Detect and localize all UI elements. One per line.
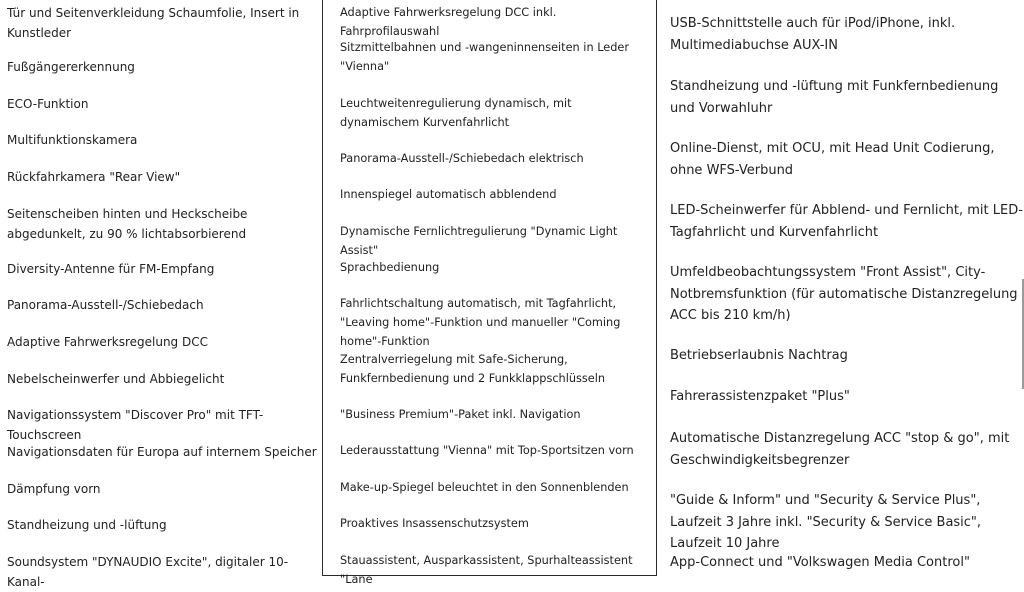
list-item: Fahrlichtschaltung automatisch, mit Tagfahrlicht, "Leaving home"-Funktion und manueller "Coming home"-Funktion [340, 297, 621, 348]
list-item: Rückfahrkamera "Rear View" [7, 170, 181, 184]
list-item: Proaktives Insassenschutzsystem [340, 517, 529, 530]
list-item: Panorama-Ausstell-/Schiebedach [7, 298, 204, 312]
equipment-list-left [0, 0, 320, 589]
list-item: Stauassistent, Ausparkassistent, Spurhalteassistent "Lane [340, 554, 633, 586]
list-item: Betriebserlaubnis Nachtrag [670, 348, 848, 363]
list-item: Automatische Distanzregelung ACC "stop & go", mit Geschwindigkeitsbegrenzer [670, 431, 1010, 468]
list-item: Make-up-Spiegel beleuchtet in den Sonnenblenden [340, 481, 629, 494]
equipment-list-middle [322, 0, 657, 586]
list-item: Tür und Seitenverkleidung Schaumfolie, Insert in Kunstleder [7, 6, 300, 40]
list-item: Dämpfung vorn [7, 482, 101, 496]
list-item: Sprachbedienung [340, 261, 440, 274]
list-item: Standheizung und -lüftung [7, 518, 167, 532]
list-item: App-Connect und "Volkswagen Media Control" [670, 555, 970, 570]
equipment-list-right [660, 0, 1024, 576]
list-item: Adaptive Fahrwerksregelung DCC inkl. Fahrprofilauswahl [340, 6, 557, 38]
list-item: Nebelscheinwerfer und Abbiegelicht [7, 372, 225, 386]
list-item: Leuchtweitenregulierung dynamisch, mit dynamischem Kurvenfahrlicht [340, 97, 572, 129]
list-item: "Business Premium"-Paket inkl. Navigation [340, 408, 581, 421]
list-item: Fußgängererkennung [7, 60, 135, 74]
list-item: Soundsystem "DYNAUDIO Excite", digitaler 10-Kanal- [7, 555, 289, 589]
list-item: Dynamische Fernlichtregulierung "Dynamic Light Assist" [340, 225, 618, 257]
list-item: LED-Scheinwerfer für Abblend- und Fernlicht, mit LED-Tagfahrlicht und Kurvenfahrlicht [670, 203, 1023, 240]
list-item: Multifunktionskamera [7, 133, 138, 147]
list-item: Adaptive Fahrwerksregelung DCC [7, 335, 208, 349]
list-item: Umfeldbeobachtungssystem "Front Assist", City-Notbremsfunktion (für automatische Distanzregelung ACC bis 210 km/h) [670, 265, 1018, 323]
list-item: Innenspiegel automatisch abblendend [340, 188, 557, 201]
list-item: Navigationssystem "Discover Pro" mit TFT-Touchscreen [7, 408, 264, 442]
list-item: Fahrerassistenzpaket "Plus" [670, 389, 850, 404]
list-item: Navigationsdaten für Europa auf internem Speicher [7, 445, 317, 459]
list-item: Lederausstattung "Vienna" mit Top-Sportsitzen vorn [340, 444, 634, 457]
list-item: Diversity-Antenne für FM-Empfang [7, 262, 215, 276]
list-item: Panorama-Ausstell-/Schiebedach elektrisch [340, 152, 584, 165]
list-item: Seitenscheiben hinten und Heckscheibe abgedunkelt, zu 90 % lichtabsorbierend [7, 207, 248, 241]
list-item: Standheizung und -lüftung mit Funkfernbedienung und Vorwahluhr [670, 79, 999, 116]
list-item: Zentralverriegelung mit Safe-Sicherung, Funkfernbedienung und 2 Funkklappschlüsseln [340, 353, 606, 385]
list-item: USB-Schnittstelle auch für iPod/iPhone, inkl. Multimediabuchse AUX-IN [670, 16, 956, 53]
list-item: ECO-Funktion [7, 97, 89, 111]
list-item: Sitzmittelbahnen und -wangeninnenseiten in Leder "Vienna" [340, 41, 630, 73]
list-item: Online-Dienst, mit OCU, mit Head Unit Codierung, ohne WFS-Verbund [670, 141, 995, 178]
list-item: "Guide & Inform" und "Security & Service Plus", Laufzeit 3 Jahre inkl. "Security & Service Basic", Laufzeit 10 Jahre [670, 493, 982, 551]
